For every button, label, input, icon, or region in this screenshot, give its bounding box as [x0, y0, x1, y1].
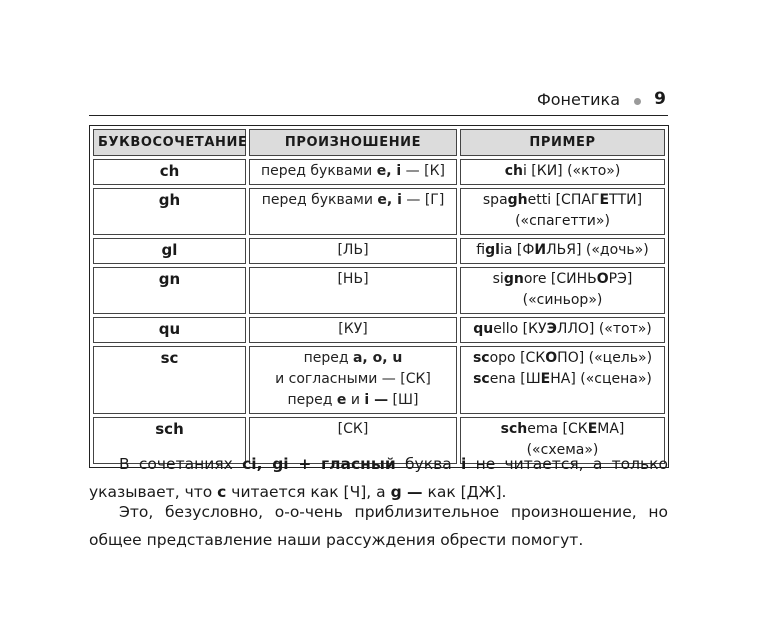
letter-combination: ch	[93, 159, 246, 185]
table-row	[93, 317, 665, 343]
letter-combination: gl	[93, 238, 246, 264]
example-line	[465, 240, 660, 261]
example-segment: sch	[500, 421, 528, 437]
paragraph-segment: c	[217, 483, 227, 501]
example-cell	[460, 238, 665, 264]
example-segment: sc	[473, 371, 490, 387]
example-line	[465, 369, 660, 390]
example-segment: Е	[599, 192, 610, 208]
example-segment: НА] («сцена»)	[550, 371, 652, 387]
column-header-example: ПРИМЕР	[460, 129, 665, 156]
example-segment: Е	[587, 421, 598, 437]
page-header	[89, 86, 668, 116]
pronunciation-segment: [Ш]	[388, 392, 419, 408]
paragraph-segment: В сочетаниях	[119, 455, 243, 473]
table-row	[93, 159, 665, 185]
pronunciation-segment: i —	[364, 392, 389, 408]
paragraph-segment: не читается, а только указывает, что	[89, 455, 668, 501]
table-row	[93, 188, 665, 235]
paragraph-segment: i	[460, 455, 467, 473]
pronunciation-cell	[249, 267, 457, 314]
page-number: 9	[654, 89, 666, 109]
example-segment: spa	[482, 192, 508, 208]
example-segment: ema [СК	[527, 421, 588, 437]
example-segment: opo [СК	[489, 350, 546, 366]
pronunciation-segment: перед буквами	[261, 192, 378, 208]
pronunciation-segment: перед буквами	[261, 163, 377, 179]
paragraph-segment: читается как [Ч], а	[226, 483, 391, 501]
example-segment: ello [КУ	[493, 321, 547, 337]
pronunciation-line	[254, 390, 452, 411]
pronunciation-segment: — [Г]	[401, 192, 445, 208]
example-line	[465, 211, 660, 232]
pronunciation-segment: a, o, u	[352, 350, 403, 366]
example-segment: qu	[473, 321, 494, 337]
example-segment: ЛЛО] («тот»)	[556, 321, 652, 337]
column-header-combination: БУКВОСОЧЕТАНИЕ	[93, 129, 246, 156]
example-segment: ЛЬЯ] («дочь»)	[546, 242, 649, 258]
example-line	[465, 419, 660, 440]
example-segment: sc	[472, 350, 490, 366]
letter-combination: gn	[93, 267, 246, 314]
example-segment: si	[492, 271, 504, 287]
pronunciation-segment: [КУ]	[338, 321, 368, 337]
letter-combination: gh	[93, 188, 246, 235]
example-segment: etti [СПАГ	[527, 192, 600, 208]
paragraph-conclusion	[89, 498, 668, 554]
table-row	[93, 346, 665, 414]
pronunciation-cell	[249, 159, 457, 185]
pronunciation-cell	[249, 238, 457, 264]
example-segment: ТТИ]	[609, 192, 643, 208]
letter-combination: qu	[93, 317, 246, 343]
header-rule	[89, 115, 668, 116]
pronunciation-cell	[249, 317, 457, 343]
example-segment: gh	[507, 192, 528, 208]
example-segment: («синьор»)	[522, 292, 603, 308]
example-line	[465, 190, 660, 211]
example-segment: ch	[504, 163, 523, 179]
table-row	[93, 238, 665, 264]
pronunciation-line	[254, 369, 452, 390]
example-segment: gn	[503, 271, 524, 287]
example-segment: РЭ]	[608, 271, 633, 287]
example-segment: ПО] («цель»)	[557, 350, 653, 366]
pronunciation-segment: [НЬ]	[337, 271, 369, 287]
example-segment: i [КИ] («кто»)	[522, 163, 621, 179]
example-segment: ena [Ш	[489, 371, 541, 387]
example-cell	[460, 267, 665, 314]
example-cell	[460, 346, 665, 414]
paragraph-segment: g —	[390, 483, 423, 501]
running-title: Фонетика	[536, 90, 620, 109]
pronunciation-segment: e, i	[376, 163, 402, 179]
letter-combination: sch	[93, 417, 246, 464]
example-cell	[460, 188, 665, 235]
pronunciation-line	[254, 348, 452, 369]
pronunciation-segment: перед	[287, 392, 337, 408]
table-header-row	[93, 129, 665, 156]
example-cell	[460, 159, 665, 185]
pronunciation-segment: — [К]	[401, 163, 445, 179]
phonetics-table	[89, 125, 669, 468]
table-row	[93, 267, 665, 314]
pronunciation-cell	[249, 346, 457, 414]
example-segment: И	[534, 242, 547, 258]
pronunciation-segment: e, i	[377, 192, 402, 208]
pronunciation-cell	[249, 188, 457, 235]
example-segment: («схема»)	[526, 442, 599, 458]
example-segment: gl	[485, 242, 500, 258]
example-segment: МА]	[597, 421, 625, 437]
example-segment: fi	[476, 242, 486, 258]
bullet-separator-icon	[634, 98, 641, 105]
pronunciation-segment: и	[346, 392, 365, 408]
paragraph-segment: как [ДЖ].	[422, 483, 507, 501]
paragraph-segment: Это, безусловно, о-о-чень приблизительное произношение, но общее представление наши рассуждения обрести помогут.	[89, 503, 668, 549]
example-segment: Э	[546, 321, 557, 337]
pronunciation-segment: [СК]	[337, 421, 369, 437]
example-segment: ia [Ф	[499, 242, 535, 258]
example-line	[465, 290, 660, 311]
pronunciation-segment: перед	[303, 350, 353, 366]
example-segment: Е	[540, 371, 551, 387]
pronunciation-segment: и согласными — [СК]	[275, 371, 431, 387]
example-line	[465, 319, 660, 340]
example-line	[465, 269, 660, 290]
example-line	[465, 161, 660, 182]
example-segment: («спагетти»)	[515, 213, 610, 229]
paragraph-segment: ci, gi + гласный	[242, 455, 396, 473]
example-segment: О	[545, 350, 558, 366]
column-header-pronunciation: ПРОИЗНОШЕНИЕ	[249, 129, 457, 156]
example-cell	[460, 317, 665, 343]
example-segment: ore [СИНЬ	[523, 271, 597, 287]
example-segment: О	[596, 271, 609, 287]
letter-combination: sc	[93, 346, 246, 414]
pronunciation-segment: [ЛЬ]	[337, 242, 369, 258]
paragraph-segment: буква	[395, 455, 461, 473]
pronunciation-segment: e	[336, 392, 347, 408]
example-line	[465, 348, 660, 369]
